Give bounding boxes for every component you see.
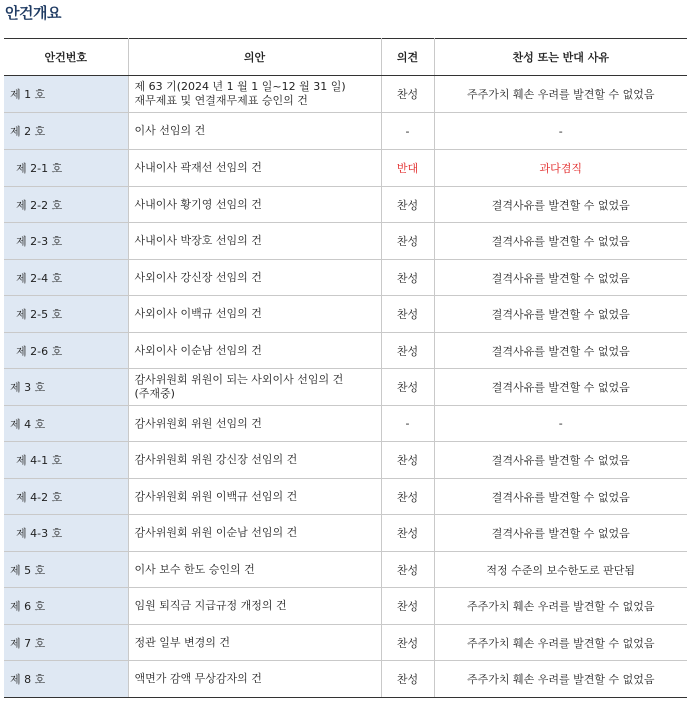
agenda-title-cell: 제 63 기(2024 년 1 월 1 일~12 월 31 일) 재무제표 및 연결재무제표 승인의 건	[128, 76, 381, 113]
agenda-number-cell: 제 4 호	[4, 406, 128, 442]
table-row	[4, 515, 687, 552]
reason-cell: 결격사유를 발견할 수 없었음	[434, 187, 687, 223]
agenda-number-cell: 제 6 호	[4, 588, 128, 625]
reason-cell: 결격사유를 발견할 수 없었음	[434, 260, 687, 296]
header-reason: 찬성 또는 반대 사유	[434, 39, 687, 76]
agenda-number-cell: 제 2-4 호	[4, 260, 128, 296]
reason-cell: 결격사유를 발견할 수 없었음	[434, 515, 687, 552]
reason-cell: 주주가치 훼손 우려를 발견할 수 없었음	[434, 76, 687, 113]
page-title: 안건개요	[5, 4, 61, 22]
table-row	[4, 187, 687, 223]
vote-cell: 찬성	[381, 625, 434, 661]
agenda-title-cell: 감사위원회 위원 선임의 건	[128, 406, 381, 442]
agenda-number-cell: 제 7 호	[4, 625, 128, 661]
table-row	[4, 76, 687, 113]
reason-cell: 결격사유를 발견할 수 없었음	[434, 223, 687, 260]
agenda-rows	[4, 76, 687, 698]
table-row	[4, 406, 687, 442]
table-row	[4, 442, 687, 479]
vote-cell: 반대	[381, 150, 434, 187]
agenda-title-cell: 이사 보수 한도 승인의 건	[128, 552, 381, 588]
vote-cell: 찬성	[381, 552, 434, 588]
table-row	[4, 113, 687, 150]
vote-cell: 찬성	[381, 223, 434, 260]
agenda-title-cell: 감사위원회 위원이 되는 사외이사 선임의 건 (주재중)	[128, 369, 381, 406]
table-row	[4, 625, 687, 661]
agenda-number-cell: 제 5 호	[4, 552, 128, 588]
table-row	[4, 150, 687, 187]
header-agenda-title: 의안	[128, 39, 381, 76]
header-vote: 의견	[381, 39, 434, 76]
table-row	[4, 552, 687, 588]
agenda-table	[4, 38, 687, 698]
agenda-title-cell: 사외이사 강신장 선임의 건	[128, 260, 381, 296]
agenda-title-cell: 사내이사 황기영 선임의 건	[128, 187, 381, 223]
vote-cell: -	[381, 406, 434, 442]
reason-cell: 적정 수준의 보수한도로 판단됨	[434, 552, 687, 588]
table-row	[4, 223, 687, 260]
reason-cell: 주주가치 훼손 우려를 발견할 수 없었음	[434, 625, 687, 661]
agenda-number-cell: 제 4-1 호	[4, 442, 128, 479]
vote-cell: 찬성	[381, 369, 434, 406]
agenda-title-cell: 사외이사 이순남 선임의 건	[128, 333, 381, 369]
agenda-number-cell: 제 2-2 호	[4, 187, 128, 223]
agenda-title-cell: 사내이사 곽재선 선임의 건	[128, 150, 381, 187]
vote-cell: 찬성	[381, 588, 434, 625]
vote-cell: 찬성	[381, 661, 434, 698]
agenda-number-cell: 제 3 호	[4, 369, 128, 406]
reason-cell: 결격사유를 발견할 수 없었음	[434, 369, 687, 406]
vote-cell: 찬성	[381, 187, 434, 223]
table-row	[4, 296, 687, 333]
agenda-number-cell: 제 8 호	[4, 661, 128, 698]
table-row	[4, 333, 687, 369]
table-row	[4, 479, 687, 515]
agenda-number-cell: 제 2-1 호	[4, 150, 128, 187]
agenda-number-cell: 제 2 호	[4, 113, 128, 150]
agenda-number-cell: 제 1 호	[4, 76, 128, 113]
reason-cell: 결격사유를 발견할 수 없었음	[434, 442, 687, 479]
reason-cell: 주주가치 훼손 우려를 발견할 수 없었음	[434, 661, 687, 698]
agenda-number-cell: 제 2-6 호	[4, 333, 128, 369]
agenda-title-cell: 임원 퇴직금 지급규정 개정의 건	[128, 588, 381, 625]
reason-cell: 결격사유를 발견할 수 없었음	[434, 296, 687, 333]
agenda-title-cell: 감사위원회 위원 이순남 선임의 건	[128, 515, 381, 552]
vote-cell: 찬성	[381, 296, 434, 333]
header-agenda-number: 안건번호	[4, 39, 128, 76]
vote-cell: 찬성	[381, 479, 434, 515]
agenda-number-cell: 제 4-2 호	[4, 479, 128, 515]
table-row	[4, 588, 687, 625]
vote-cell: 찬성	[381, 333, 434, 369]
agenda-number-cell: 제 2-5 호	[4, 296, 128, 333]
agenda-title-cell: 감사위원회 위원 이백규 선임의 건	[128, 479, 381, 515]
vote-cell: 찬성	[381, 515, 434, 552]
agenda-number-cell: 제 2-3 호	[4, 223, 128, 260]
reason-cell: 결격사유를 발견할 수 없었음	[434, 479, 687, 515]
vote-cell: 찬성	[381, 76, 434, 113]
table-row	[4, 369, 687, 406]
vote-cell: -	[381, 113, 434, 150]
table-row	[4, 661, 687, 698]
vote-cell: 찬성	[381, 442, 434, 479]
reason-cell: -	[434, 406, 687, 442]
table-row	[4, 260, 687, 296]
reason-cell: 결격사유를 발견할 수 없었음	[434, 333, 687, 369]
agenda-title-cell: 사내이사 박장호 선임의 건	[128, 223, 381, 260]
table-header-row	[4, 39, 687, 76]
reason-cell: 과다겸직	[434, 150, 687, 187]
agenda-title-cell: 사외이사 이백규 선임의 건	[128, 296, 381, 333]
agenda-number-cell: 제 4-3 호	[4, 515, 128, 552]
agenda-title-cell: 액면가 감액 무상감자의 건	[128, 661, 381, 698]
reason-cell: -	[434, 113, 687, 150]
reason-cell: 주주가치 훼손 우려를 발견할 수 없었음	[434, 588, 687, 625]
agenda-title-cell: 이사 선임의 건	[128, 113, 381, 150]
vote-cell: 찬성	[381, 260, 434, 296]
agenda-title-cell: 정관 일부 변경의 건	[128, 625, 381, 661]
agenda-title-cell: 감사위원회 위원 강신장 선임의 건	[128, 442, 381, 479]
